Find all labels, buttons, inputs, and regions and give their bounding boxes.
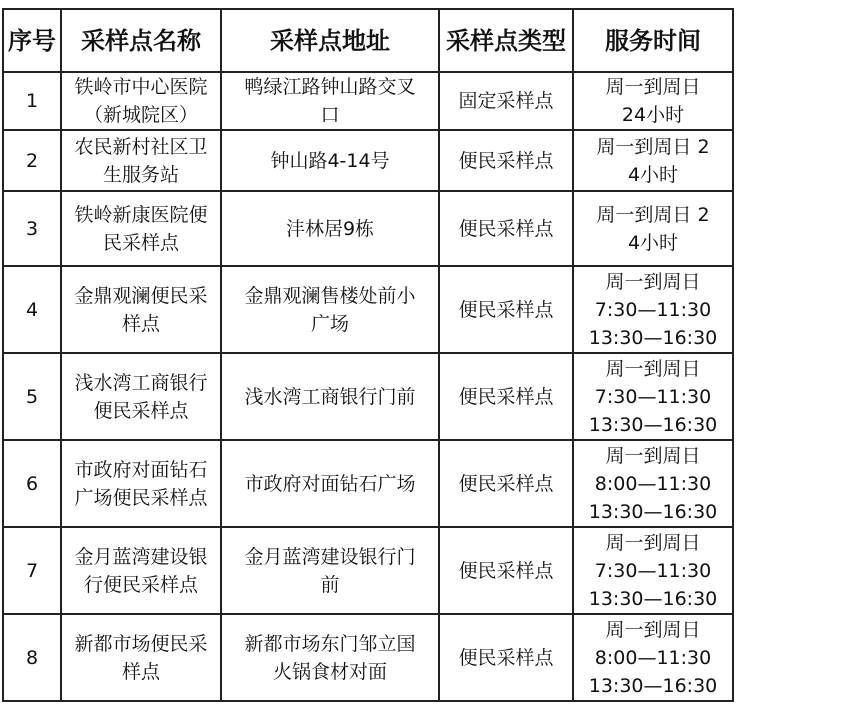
sampling-sites-table	[2, 8, 734, 702]
service-time-line: 4小时	[627, 163, 679, 186]
service-time-line: 13:30—16:30	[588, 587, 718, 610]
service-time-line: 7:30—11:30	[594, 385, 712, 408]
row-index-cell: 5	[3, 353, 61, 440]
site-name-line: 便民采样点	[93, 399, 189, 422]
site-address-line: 市政府对面钻石广场	[244, 472, 416, 495]
site-name-line: 铁岭市中心医院	[74, 76, 208, 98]
site-type-cell: 便民采样点	[439, 440, 573, 527]
site-address-line: 口	[320, 104, 340, 126]
service-time-cell	[573, 130, 733, 191]
header-service-time: 服务时间	[573, 9, 733, 72]
table-row	[3, 130, 733, 191]
service-time-line: 周一到周日 2	[596, 203, 710, 226]
site-name-line: 浅水湾工商银行	[74, 371, 208, 394]
header-site-address: 采样点地址	[221, 9, 439, 72]
service-time-line: 周一到周日	[605, 444, 701, 467]
service-time-line: 24小时	[621, 104, 685, 126]
service-time-line: 周一到周日 2	[596, 135, 710, 158]
site-address-line: 金月蓝湾建设银行门	[244, 545, 416, 568]
table-row	[3, 614, 733, 701]
site-name-line: 样点	[121, 312, 160, 335]
site-name-line: （新城院区）	[83, 104, 198, 126]
site-address-cell	[221, 440, 439, 527]
service-time-cell	[573, 527, 733, 614]
site-name-cell	[61, 130, 221, 191]
site-type-cell: 便民采样点	[439, 353, 573, 440]
site-name-line: 金月蓝湾建设银	[74, 545, 208, 568]
service-time-cell	[573, 440, 733, 527]
service-time-line: 周一到周日	[605, 531, 701, 554]
table-body	[3, 72, 733, 701]
row-index-cell: 7	[3, 527, 61, 614]
site-address-cell	[221, 614, 439, 701]
site-name-cell	[61, 191, 221, 266]
row-index-cell: 6	[3, 440, 61, 527]
site-address-cell	[221, 72, 439, 130]
service-time-cell	[573, 266, 733, 353]
site-name-line: 民采样点	[102, 231, 179, 254]
site-type-cell: 便民采样点	[439, 266, 573, 353]
site-name-line: 生服务站	[102, 163, 179, 186]
site-address-line: 鸭绿江路钟山路交叉	[244, 76, 416, 98]
header-index: 序号	[3, 9, 61, 72]
table-header-row	[3, 9, 733, 72]
table-row	[3, 266, 733, 353]
site-address-line: 火锅食材对面	[272, 660, 387, 683]
table-row	[3, 527, 733, 614]
site-address-line: 浅水湾工商银行门前	[244, 385, 416, 408]
site-address-cell	[221, 130, 439, 191]
site-name-line: 农民新村社区卫	[74, 135, 208, 158]
service-time-line: 周一到周日	[605, 270, 701, 293]
site-address-cell	[221, 191, 439, 266]
header-site-type: 采样点类型	[439, 9, 573, 72]
site-address-cell	[221, 266, 439, 353]
service-time-line: 8:00—11:30	[594, 646, 712, 669]
site-address-cell	[221, 527, 439, 614]
table-row	[3, 440, 733, 527]
service-time-cell	[573, 191, 733, 266]
site-name-cell	[61, 440, 221, 527]
service-time-cell	[573, 353, 733, 440]
row-index-cell: 8	[3, 614, 61, 701]
service-time-line: 13:30—16:30	[588, 674, 718, 697]
site-name-line: 金鼎观澜便民采	[74, 284, 208, 307]
site-address-line: 前	[320, 573, 340, 596]
service-time-line: 13:30—16:30	[588, 500, 718, 523]
site-name-cell	[61, 72, 221, 130]
site-address-line: 金鼎观澜售楼处前小	[244, 284, 416, 307]
row-index-cell: 1	[3, 72, 61, 130]
site-name-line: 样点	[121, 660, 160, 683]
site-name-cell	[61, 614, 221, 701]
site-type-cell: 便民采样点	[439, 614, 573, 701]
site-name-cell	[61, 266, 221, 353]
table-row	[3, 72, 733, 130]
sampling-sites-document	[2, 8, 734, 702]
site-name-cell	[61, 353, 221, 440]
service-time-line: 7:30—11:30	[594, 559, 712, 582]
site-name-line: 铁岭新康医院便	[74, 203, 208, 226]
table-row	[3, 353, 733, 440]
service-time-cell	[573, 72, 733, 130]
service-time-line: 8:00—11:30	[594, 472, 712, 495]
site-type-cell: 便民采样点	[439, 527, 573, 614]
site-address-line: 沣林居9栋	[285, 217, 375, 240]
site-type-cell: 固定采样点	[439, 72, 573, 130]
site-address-line: 新都市场东门邹立国	[244, 632, 416, 655]
service-time-line: 13:30—16:30	[588, 413, 718, 436]
site-type-cell: 便民采样点	[439, 191, 573, 266]
site-name-line: 新都市场便民采	[74, 632, 208, 655]
row-index-cell: 4	[3, 266, 61, 353]
service-time-line: 4小时	[627, 231, 679, 254]
service-time-line: 周一到周日	[605, 357, 701, 380]
table-row	[3, 191, 733, 266]
service-time-line: 7:30—11:30	[594, 298, 712, 321]
site-address-line: 广场	[310, 312, 349, 335]
site-address-line: 钟山路4-14号	[270, 149, 390, 172]
service-time-line: 周一到周日	[605, 618, 701, 641]
header-site-name: 采样点名称	[61, 9, 221, 72]
site-address-cell	[221, 353, 439, 440]
site-name-line: 广场便民采样点	[74, 486, 208, 509]
service-time-line: 周一到周日	[605, 76, 701, 98]
row-index-cell: 2	[3, 130, 61, 191]
service-time-line: 13:30—16:30	[588, 326, 718, 349]
service-time-cell	[573, 614, 733, 701]
row-index-cell: 3	[3, 191, 61, 266]
site-name-line: 行便民采样点	[83, 573, 198, 596]
site-name-line: 市政府对面钻石	[74, 458, 208, 481]
site-name-cell	[61, 527, 221, 614]
site-type-cell: 便民采样点	[439, 130, 573, 191]
